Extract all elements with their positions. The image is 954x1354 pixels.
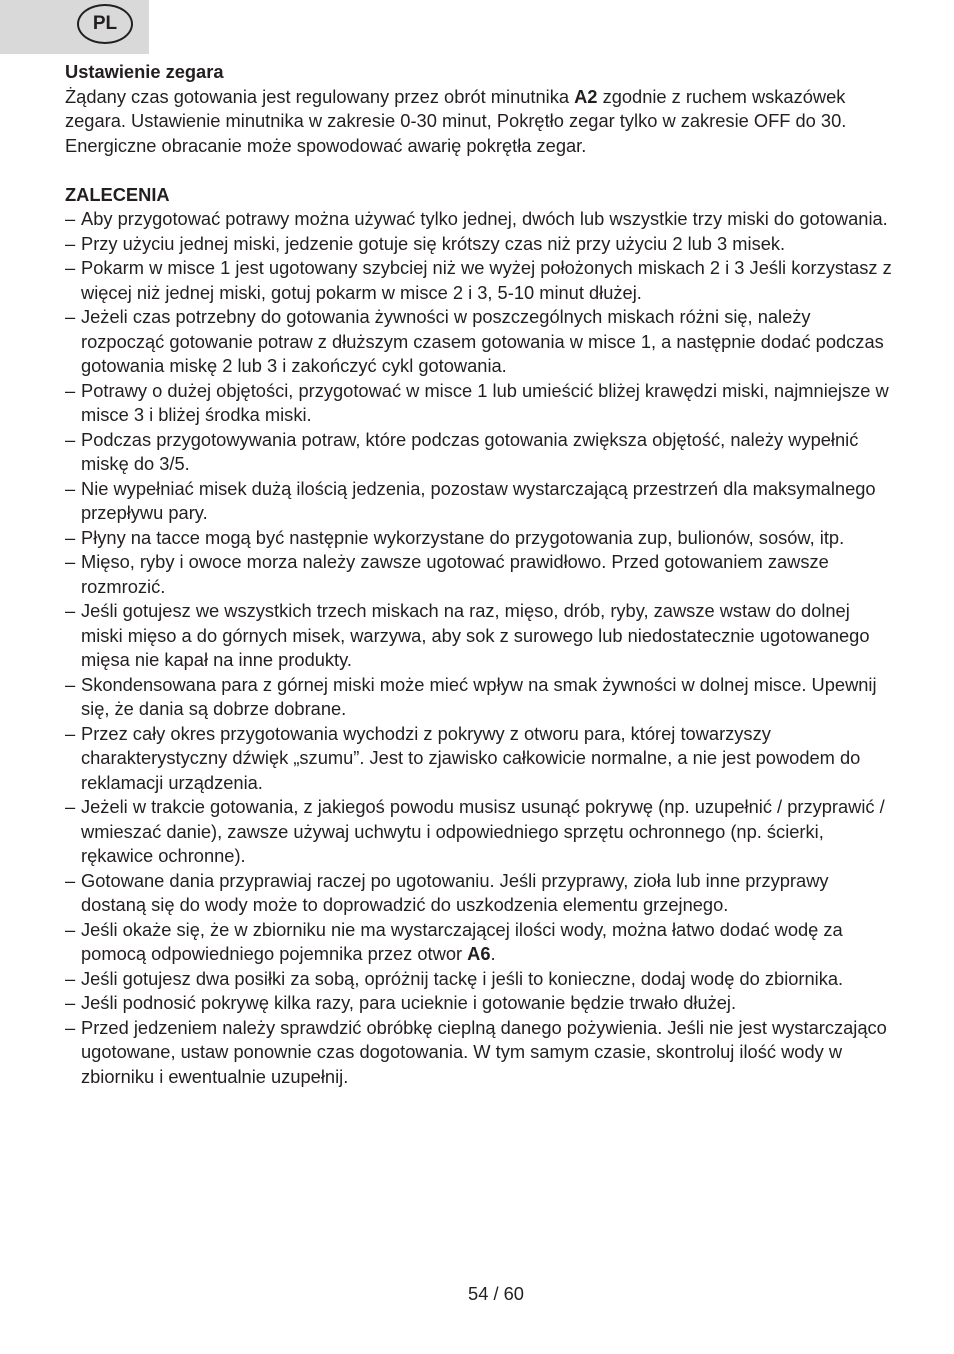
language-tab (0, 0, 149, 54)
list-item: – Przed jedzeniem należy sprawdzić obróbkę cieplną danego pożywienia. Jeśli nie jest wystarczająco ugotowane, ustaw ponownie czas dogotowania. W tym samym czasie, skontroluj ilość wody w zbiorniku i ewentualnie uzupełnij. (65, 1016, 895, 1090)
clock-text-part1: Żądany czas gotowania jest regulowany przez obrót minutnika (65, 85, 575, 107)
section-spacer (65, 158, 895, 183)
list-item-a6 (65, 918, 895, 967)
list-item: – Nie wypełniać misek dużą ilością jedzenia, pozostaw wystarczającą przestrzeń dla maksymalnego przepływu pary. (65, 477, 895, 526)
list-item: – Mięso, ryby i owoce morza należy zawsze ugotować prawidłowo. Przed gotowaniem zawsze rozmrozić. (65, 550, 895, 599)
a6-ref: A6 (467, 943, 491, 964)
a6-text-part2: . (490, 943, 496, 964)
list-item: – Przez cały okres przygotowania wychodzi z pokrywy z otworu para, której towarzyszy charakterystyczny dźwięk „szumu”. Jest to zjawisko całkowicie normalne, a nie jest powodem do reklamacji urządzenia. (65, 722, 895, 796)
list-item: – Aby przygotować potrawy można używać tylko jednej, dwóch lub wszystkie trzy miski do gotowania. (65, 207, 895, 232)
page-number: 54 / 60 (468, 1283, 524, 1304)
recommendations-title: ZALECENIA (65, 183, 170, 205)
list-item: – Jeżeli czas potrzebny do gotowania żywności w poszczególnych miskach różni się, należy rozpocząć gotowanie potraw z dłuższym czasem gotowania w misce 1, a następnie dodać podczas gotowania miskę 2 lub 3 i zakończyć cykl gotowania. (65, 305, 895, 379)
clock-section-title: Ustawienie zegara (65, 61, 224, 82)
list-item: – Jeśli gotujesz we wszystkich trzech miskach na raz, mięso, drób, ryby, zawsze wstaw do dolnej miski mięso a do górnych misek, warzywa, aby sok z surowego lub niedostatecznie ugotowanego mięsa nie kapał na inne produkty. (65, 599, 895, 673)
list-item: – Podczas przygotowywania potraw, które podczas gotowania zwiększa objętość, należy wypełnić miskę do 3/5. (65, 428, 895, 477)
list-item: – Skondensowana para z górnej miski może mieć wpływ na smak żywności w dolnej misce. Upewnij się, że dania są dobrze dobrane. (65, 673, 895, 722)
clock-section-text (65, 85, 895, 159)
a6-text-part1: Jeśli okaże się, że w zbiorniku nie ma wystarczającej ilości wody, można łatwo dodać wodę za pomocą odpowiedniego pojemnika przez otwor (81, 918, 843, 964)
list-item: – Potrawy o dużej objętości, przygotować w misce 1 lub umieścić bliżej krawędzi miski, najmniejsze w misce 3 i bliżej środka miski. (65, 379, 895, 428)
clock-text-part2: zgodnie z ruchem wskazówek zegara. Ustawienie minutnika w zakresie 0-30 minut, Pokrętło zegar tylko w zakresie OFF do 30. Energiczne obracanie może spowodować awarię pokrętła zegar. (65, 85, 847, 156)
page-content (65, 60, 895, 1089)
list-item: – Przy użyciu jednej miski, jedzenie gotuje się krótszy czas niż przy użyciu 2 lub 3 misek. (65, 232, 895, 257)
list-item: – Gotowane dania przyprawiaj raczej po ugotowaniu. Jeśli przyprawy, zioła lub inne przyprawy dostaną się do wody może to doprowadzić do uszkodzenia elementu grzejnego. (65, 869, 895, 918)
language-badge: PL (77, 4, 133, 44)
list-item: – Jeżeli w trakcie gotowania, z jakiegoś powodu musisz usunąć pokrywę (np. uzupełnić / przyprawić / wmieszać danie), zawsze używaj uchwytu i odpowiedniego sprzętu ochronnego (np. ścierki, rękawice ochronne). (65, 795, 895, 869)
list-item: – Jeśli gotujesz dwa posiłki za sobą, opróżnij tackę i jeśli to konieczne, dodaj wodę do zbiornika. (65, 967, 895, 992)
list-item: – Pokarm w misce 1 jest ugotowany szybciej niż we wyżej położonych miskach 2 i 3 Jeśli korzystasz z więcej niż jednej miski, gotuj pokarm w misce 2 i 3, 5-10 minut dłużej. (65, 256, 895, 305)
list-item: – Jeśli podnosić pokrywę kilka razy, para ucieknie i gotowanie będzie trwało dłużej. (65, 991, 895, 1016)
clock-text-ref: A2 (574, 85, 598, 107)
recommendations-list (65, 207, 895, 1089)
list-item: – Płyny na tacce mogą być następnie wykorzystane do przygotowania zup, bulionów, sosów, itp. (65, 526, 895, 551)
